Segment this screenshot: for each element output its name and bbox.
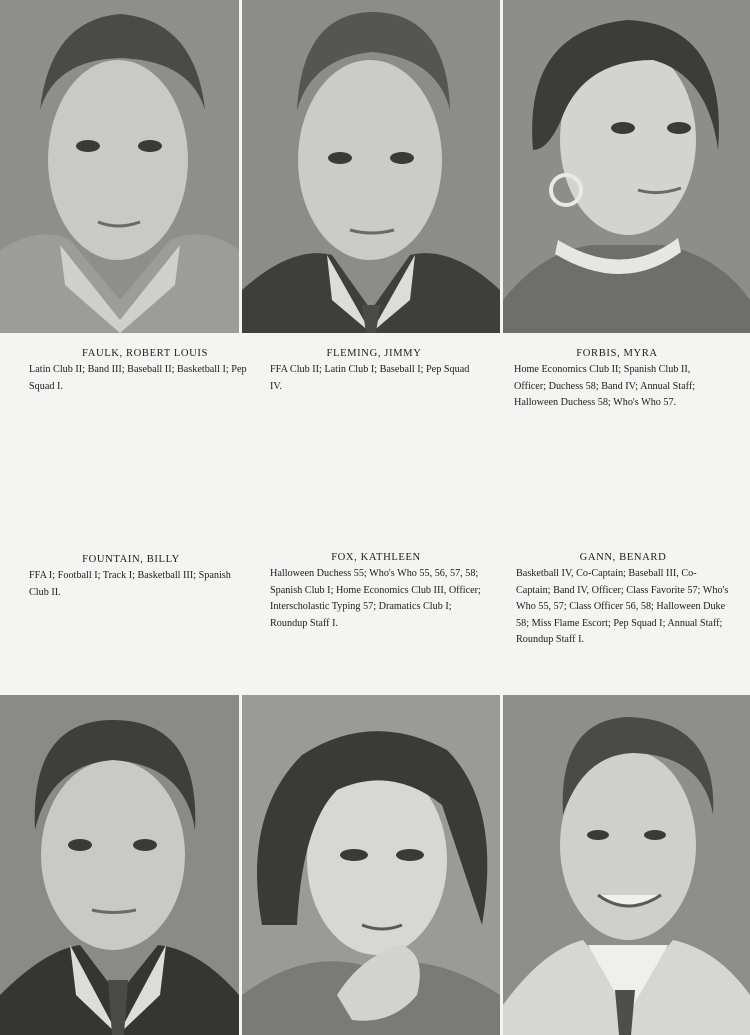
student-name: FOX, KATHLEEN xyxy=(331,552,421,563)
student-activities: Home Economics Club II; Spanish Club II, Officer; Duchess 58; Band IV; Annual Staff; Halloween Duchess 58; Who's Who 57. xyxy=(514,364,696,409)
student-activities: FFA I; Football I; Track I; Basketball III; Spanish Club II. xyxy=(29,570,231,598)
student-activities: FFA Club II; Latin Club I; Baseball I; Pep Squad IV. xyxy=(270,364,470,392)
student-name: FLEMING, JIMMY xyxy=(326,348,422,359)
student-name: FORBIS, MYRA xyxy=(576,348,658,359)
student-name: FOUNTAIN, BILLY xyxy=(82,554,180,565)
student-name: GANN, BENARD xyxy=(579,552,667,563)
student-name: FAULK, ROBERT LOUIS xyxy=(81,348,209,359)
student-entry-gann xyxy=(516,550,730,648)
portrait-photo-fleming xyxy=(242,0,500,333)
portrait-photo-forbis xyxy=(503,0,750,333)
portrait-photo-gann xyxy=(503,695,750,1035)
student-entry-forbis xyxy=(514,346,720,412)
student-entry-fountain xyxy=(29,552,233,601)
portrait-photo-faulk xyxy=(0,0,239,333)
student-entry-fox xyxy=(270,550,482,632)
portrait-photo-fountain xyxy=(0,695,239,1035)
student-activities: Basketball IV, Co-Captain; Baseball III, Co-Captain; Band IV, Officer; Class Favorite 57; Who's Who 55, 57; Class Officer 56, 58; Halloween Duke 58; Miss Flame Escort; Pep Squad I; Annual Staff; Roundup Staff I. xyxy=(516,568,729,646)
student-activities: Halloween Duchess 55; Who's Who 55, 56, 57, 58; Spanish Club I; Home Economics Club III, Officer; Interscholastic Typing 57; Dramatics Club I; Roundup Staff I. xyxy=(270,568,481,629)
student-entry-fleming xyxy=(270,346,478,395)
student-entry-faulk xyxy=(29,346,261,395)
student-activities: Latin Club II; Band III; Baseball II; Basketball I; Pep Squad I. xyxy=(29,364,247,392)
portrait-photo-fox xyxy=(242,695,500,1035)
